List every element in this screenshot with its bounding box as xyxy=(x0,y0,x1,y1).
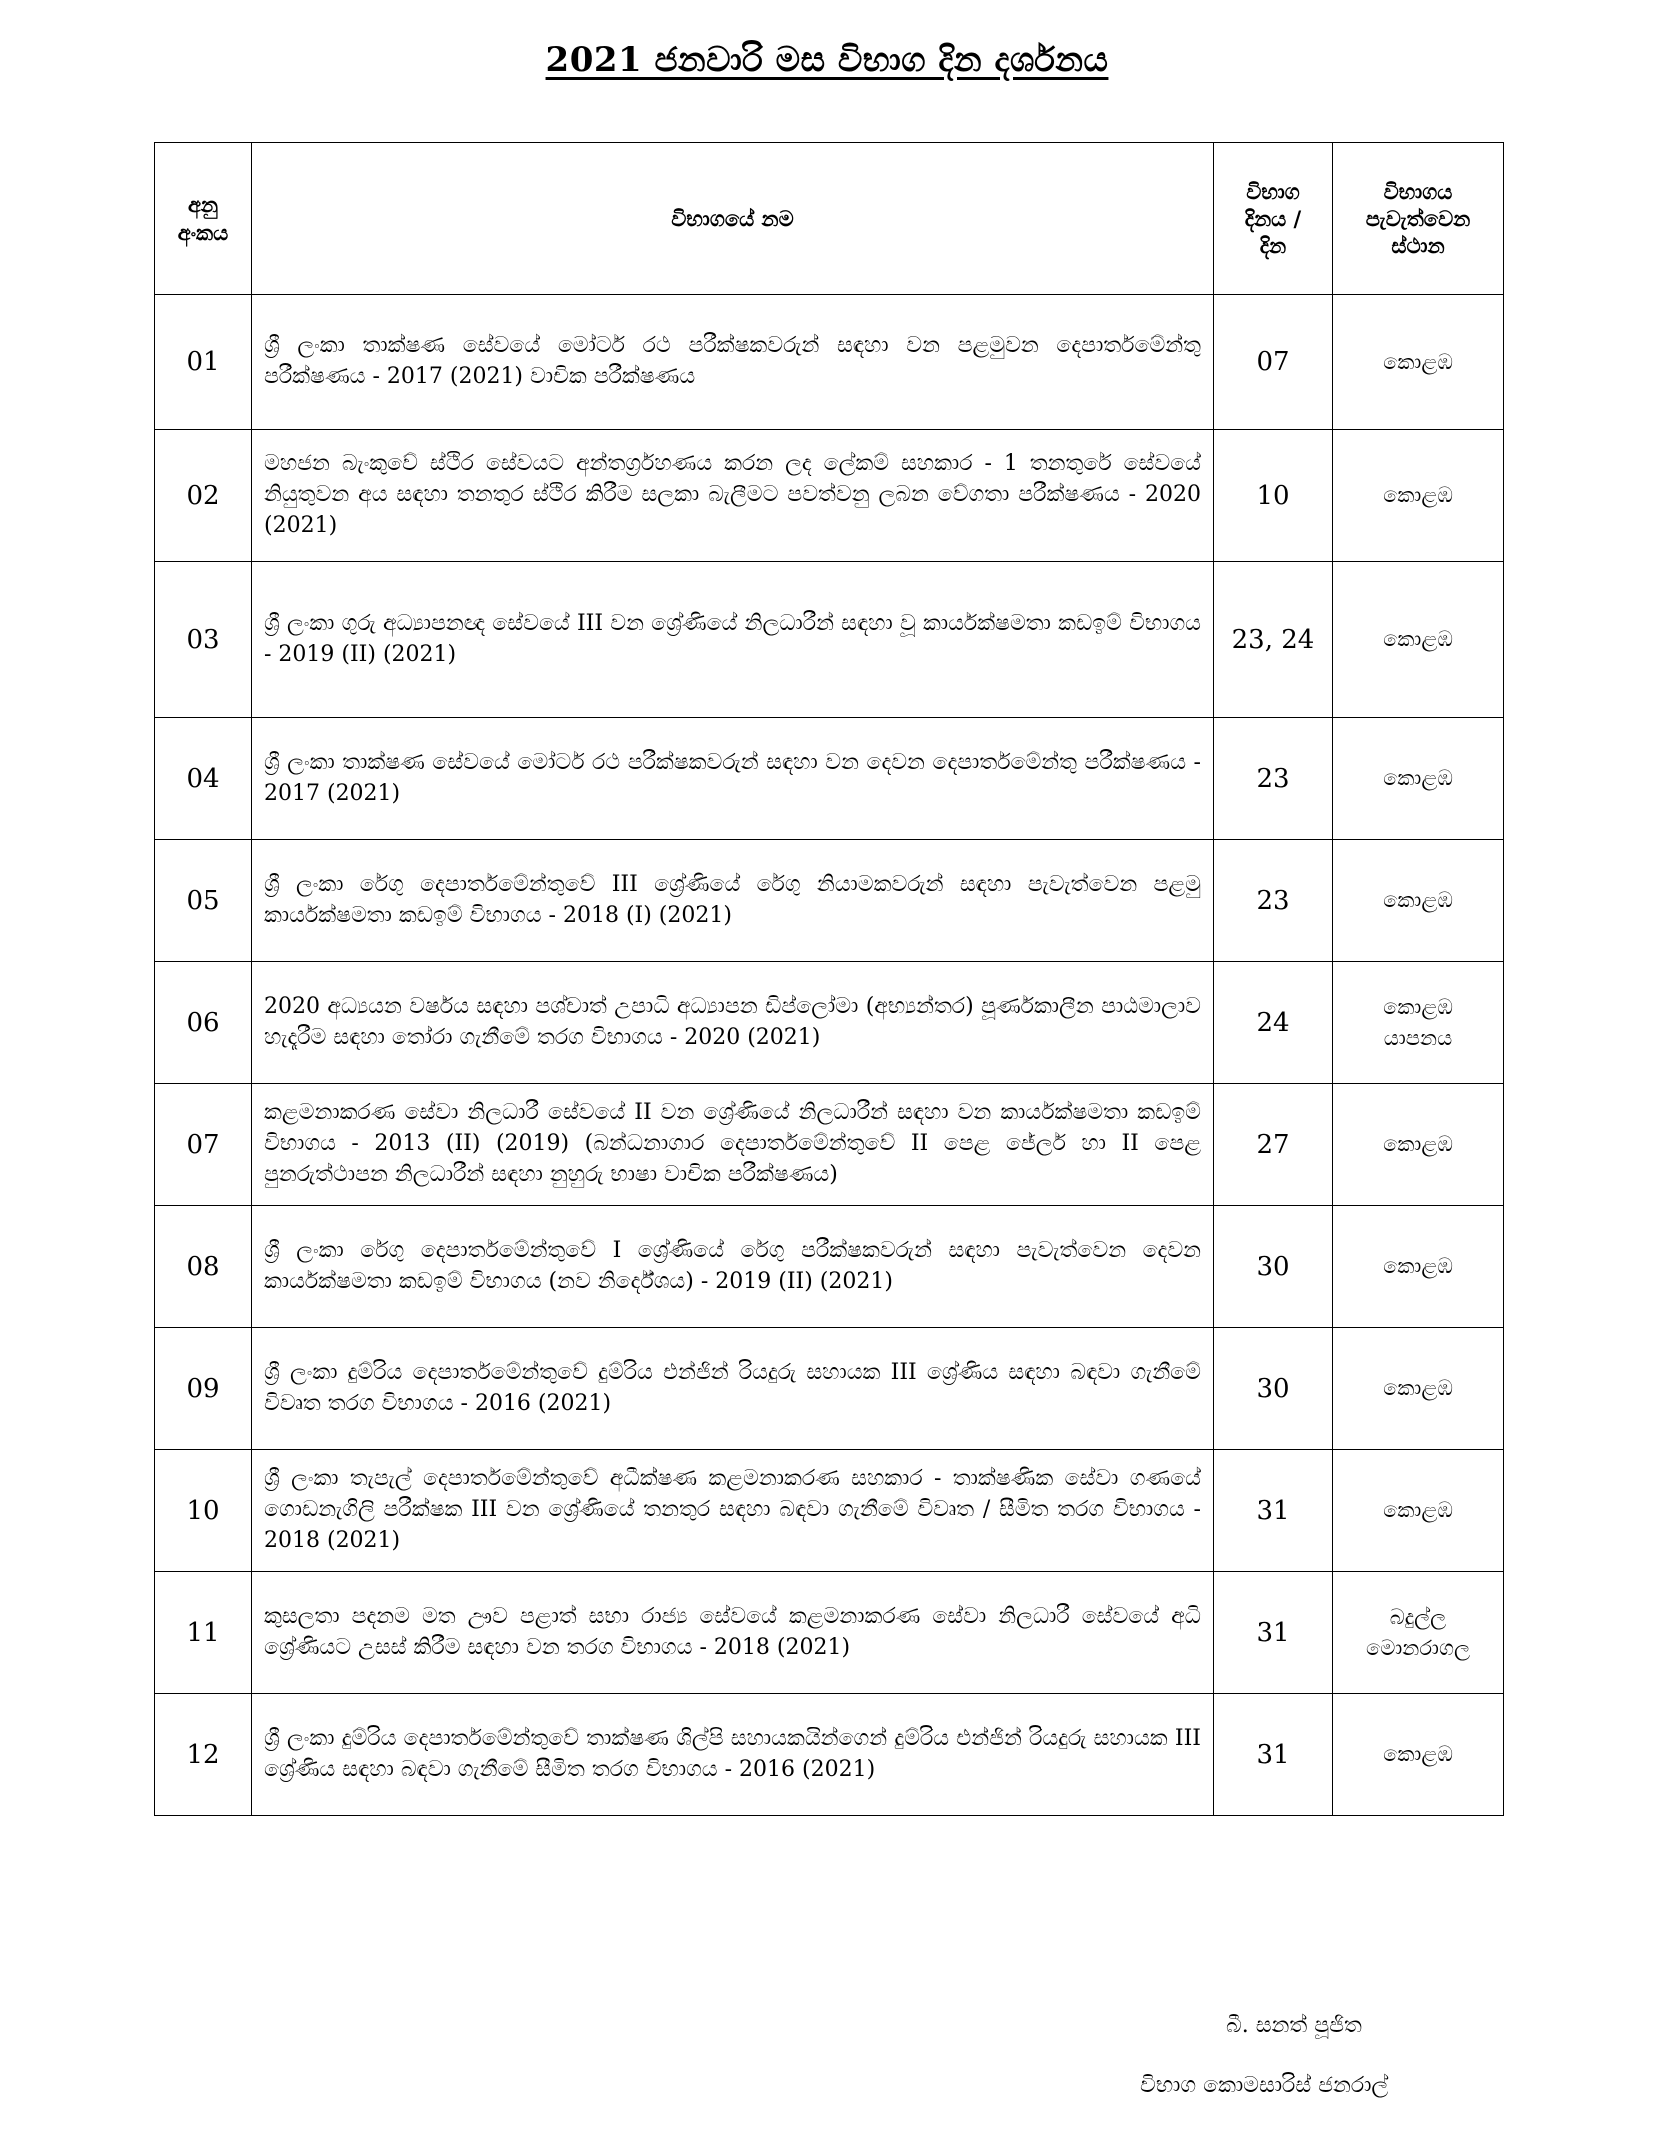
table-row xyxy=(155,840,1504,962)
exam-place-name: කොළඹ xyxy=(1383,766,1453,791)
exam-place-cell xyxy=(1333,1694,1504,1816)
exam-place-name: කොළඹ xyxy=(1383,888,1453,913)
exam-date-cell: 30 xyxy=(1214,1328,1333,1450)
exam-place-cell xyxy=(1333,962,1504,1084)
exam-name-cell: ශ්‍රී ලංකා ගුරු අධ්‍යාපනඥ සේවයේ III වන ශ්‍රේණියේ නිලධාරීන් සඳහා වූ කාර්යක්ෂමතා කඩඉම් විභාගය - 2019 (II) (2021) xyxy=(252,562,1214,718)
exam-date-cell: 31 xyxy=(1214,1694,1333,1816)
serial-no-cell: 05 xyxy=(155,840,252,962)
table-row xyxy=(155,1572,1504,1694)
exam-date-cell: 10 xyxy=(1214,430,1333,562)
header-exam-date: විභාග දිනය / දින xyxy=(1214,143,1333,295)
exam-place-name: බදුල්ල xyxy=(1389,1605,1447,1630)
exam-date-cell: 24 xyxy=(1214,962,1333,1084)
exam-date-cell: 31 xyxy=(1214,1572,1333,1694)
table-row xyxy=(155,562,1504,718)
serial-no-cell: 04 xyxy=(155,718,252,840)
page-title: 2021 ජනවාරි මස විභාග දින දර්ශනය xyxy=(545,40,1109,80)
exam-place-name: කොළඹ xyxy=(1383,1742,1453,1767)
serial-no-cell: 02 xyxy=(155,430,252,562)
serial-no-cell: 09 xyxy=(155,1328,252,1450)
exam-date-cell: 31 xyxy=(1214,1450,1333,1572)
exam-name-cell: ශ්‍රී ලංකා තාක්ෂණ සේවයේ මෝටර් රථ පරීක්ෂකවරුන් සඳහා වන පළමුවන දෙපාර්තමේන්තු පරීක්ෂණය - 2017 (2021) වාචික පරීක්ෂණය xyxy=(252,295,1214,430)
exam-place-name: කොළඹ xyxy=(1383,1498,1453,1523)
serial-no-cell: 11 xyxy=(155,1572,252,1694)
table-row xyxy=(155,962,1504,1084)
exam-date-cell: 23 xyxy=(1214,718,1333,840)
exam-date-cell: 30 xyxy=(1214,1206,1333,1328)
exam-name-cell: ශ්‍රී ලංකා දුම්රිය දෙපාර්තමේන්තුවේ දුම්රිය එන්ජින් රියදුරු සහායක III ශ්‍රේණිය සඳහා බඳවා ගැනීමේ විවෘත තරග විභාගය - 2016 (2021) xyxy=(252,1328,1214,1450)
exam-place-cell xyxy=(1333,295,1504,430)
exam-name-cell: කුසලතා පදනම මත ඌව පළාත් සභා රාජ්‍ය සේවයේ කළමනාකරණ සේවා නිලධාරී සේවයේ අධි ශ්‍රේණියට උසස් කිරීම සඳහා වන තරග විභාගය - 2018 (2021) xyxy=(252,1572,1214,1694)
exam-place-cell xyxy=(1333,562,1504,718)
serial-no-cell: 03 xyxy=(155,562,252,718)
exam-place-cell xyxy=(1333,1328,1504,1450)
exam-place-cell xyxy=(1333,1084,1504,1206)
exam-name-cell: ශ්‍රී ලංකා තැපැල් දෙපාර්තමේන්තුවේ අධීක්ෂණ කළමනාකරණ සහකාර - තාක්ෂණික සේවා ගණයේ ගොඩනැගිලි පරීක්ෂක III වන ශ්‍රේණියේ තනතුර සඳහා බඳවා ගැනීමේ විවෘත / සීමිත තරග විභාගය - 2018 (2021) xyxy=(252,1450,1214,1572)
exam-place-name: කොළඹ xyxy=(1383,995,1453,1020)
exam-place-name: කොළඹ xyxy=(1383,349,1453,374)
exam-place-cell xyxy=(1333,840,1504,962)
exam-name-cell: ශ්‍රී ලංකා තාක්ෂණ සේවයේ මෝටර් රථ පරීක්ෂකවරුන් සඳහා වන දෙවන දෙපාර්තමේන්තු පරීක්ෂණය - 2017 (2021) xyxy=(252,718,1214,840)
exam-date-cell: 07 xyxy=(1214,295,1333,430)
exam-place-cell xyxy=(1333,430,1504,562)
exam-place-name: මොනරාගල xyxy=(1366,1635,1470,1660)
exam-date-cell: 23, 24 xyxy=(1214,562,1333,718)
serial-no-cell: 10 xyxy=(155,1450,252,1572)
exam-schedule-table xyxy=(154,142,1504,1816)
table-row xyxy=(155,295,1504,430)
serial-no-cell: 01 xyxy=(155,295,252,430)
table-row xyxy=(155,1084,1504,1206)
exam-place-cell xyxy=(1333,718,1504,840)
exam-date-cell: 23 xyxy=(1214,840,1333,962)
table-row xyxy=(155,1450,1504,1572)
signatory-name: බී. සනත් පූජිත xyxy=(1226,2013,1362,2038)
table-row xyxy=(155,718,1504,840)
exam-date-cell: 27 xyxy=(1214,1084,1333,1206)
serial-no-cell: 06 xyxy=(155,962,252,1084)
exam-name-cell: ශ්‍රී ලංකා රේගු දෙපාර්තමේන්තුවේ I ශ්‍රේණියේ රේගු පරීක්ෂකවරුන් සඳහා පැවැත්වෙන දෙවන කාර්යක්ෂමතා කඩඉම් විභාගය (නව නිර්දේශය) - 2019 (II) (2021) xyxy=(252,1206,1214,1328)
table-row xyxy=(155,1694,1504,1816)
exam-name-cell: 2020 අධ්‍යයන වර්ෂය සඳහා පශ්චාත් උපාධි අධ්‍යාපන ඩිප්ලෝමා (අභ්‍යන්තර) පූර්ණකාලීන පාඨමාලාව හැදෑරීම සඳහා තෝරා ගැනීමේ තරග විභාගය - 2020 (2021) xyxy=(252,962,1214,1084)
serial-no-cell: 08 xyxy=(155,1206,252,1328)
exam-name-cell: කළමනාකරණ සේවා නිලධාරී සේවයේ II වන ශ්‍රේණියේ නිලධාරීන් සඳහා වන කාර්යක්ෂමතා කඩඉම් විභාගය - 2013 (II) (2019) (බන්ධනාගාර දෙපාර්තමේන්තුවේ II පෙළ ජේලර් හා II පෙළ පුනරුත්ථාපන නිලධාරීන් සඳහා නුහුරු භාෂා වාචික පරීක්ෂණය) xyxy=(252,1084,1214,1206)
serial-no-cell: 12 xyxy=(155,1694,252,1816)
table-body xyxy=(155,295,1504,1816)
exam-place-name: යාපනය xyxy=(1383,1025,1453,1050)
exam-name-cell: ශ්‍රී ලංකා රේගු දෙපාර්තමේන්තුවේ III ශ්‍රේණියේ රේගු නියාමකවරුන් සඳහා පැවැත්වෙන පළමු කාර්යක්ෂමතා කඩඉම් විභාගය - 2018 (I) (2021) xyxy=(252,840,1214,962)
exam-place-cell xyxy=(1333,1572,1504,1694)
exam-place-cell xyxy=(1333,1206,1504,1328)
table-row xyxy=(155,1328,1504,1450)
serial-no-cell: 07 xyxy=(155,1084,252,1206)
exam-name-cell: ශ්‍රී ලංකා දුම්රිය දෙපාර්තමේන්තුවේ තාක්ෂණ ශිල්පි සහායකයින්ගෙන් දුම්රිය එන්ජින් රියදුරු සහායක III ශ්‍රේණිය සඳහා බඳවා ගැනීමේ සීමිත තරග විභාගය - 2016 (2021) xyxy=(252,1694,1214,1816)
header-exam-name: විභාගයේ නම xyxy=(252,143,1214,295)
exam-place-cell xyxy=(1333,1450,1504,1572)
table-row xyxy=(155,1206,1504,1328)
exam-place-name: කොළඹ xyxy=(1383,1376,1453,1401)
exam-place-name: කොළඹ xyxy=(1383,627,1453,652)
exam-place-name: කොළඹ xyxy=(1383,1254,1453,1279)
exam-place-name: කොළඹ xyxy=(1383,1132,1453,1157)
header-exam-place: විභාගය පැවැත්වෙන ස්ථාන xyxy=(1333,143,1504,295)
table-header-row xyxy=(155,143,1504,295)
table-row xyxy=(155,430,1504,562)
exam-place-name: කොළඹ xyxy=(1383,483,1453,508)
signatory-title: විභාග කොමසාරිස් ජනරාල් xyxy=(1140,2073,1389,2098)
exam-name-cell: මහජන බැංකුවේ ස්ථිර සේවයට අන්තර්ග්‍රහණය කරන ලද ලේකම් සහකාර - 1 තනතුරේ සේවයේ නියුතුවන අය සඳහා තනතුර ස්ථිර කිරීම සලකා බැලීමට පවත්වනු ලබන වේගතා පරීක්ෂණය - 2020 (2021) xyxy=(252,430,1214,562)
header-serial-no: අනු අංකය xyxy=(155,143,252,295)
